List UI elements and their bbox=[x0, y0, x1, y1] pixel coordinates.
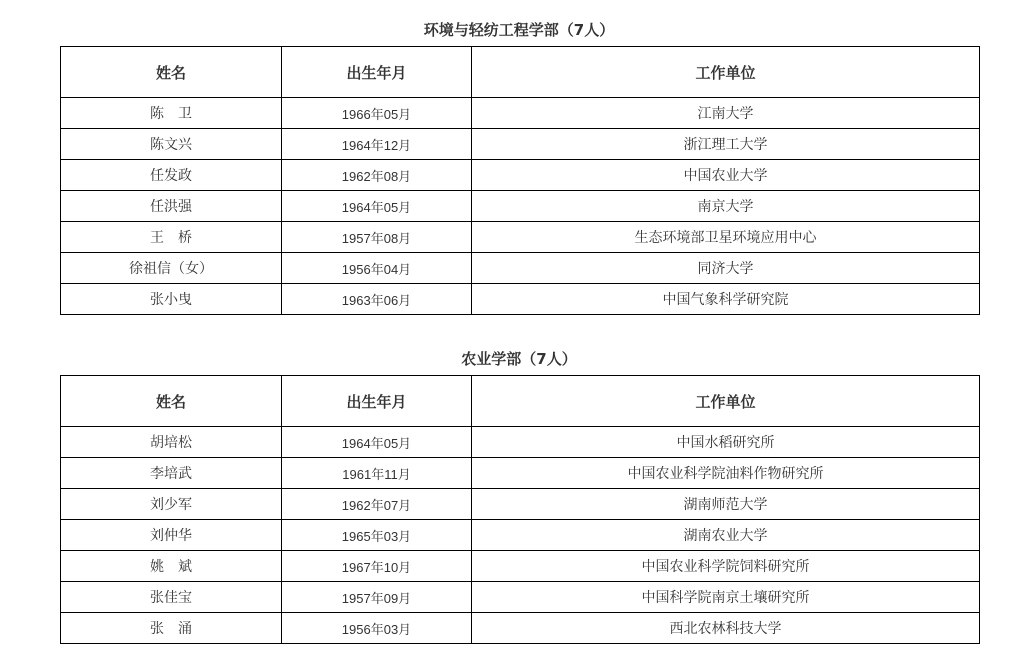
section-title-environment: 环境与轻纺工程学部（7人） bbox=[423, 21, 615, 39]
cell-unit: 湖南农业大学 bbox=[472, 520, 980, 551]
table-row bbox=[61, 427, 980, 458]
cell-unit: 南京大学 bbox=[472, 191, 980, 222]
table-header-row bbox=[61, 47, 980, 98]
cell-birth: 1956年04月 bbox=[282, 253, 472, 284]
cell-name: 徐祖信（女） bbox=[61, 253, 282, 284]
table-row bbox=[61, 551, 980, 582]
table-row bbox=[61, 160, 980, 191]
table-row bbox=[61, 284, 980, 315]
cell-unit: 同济大学 bbox=[472, 253, 980, 284]
roster-table-environment bbox=[60, 46, 980, 315]
cell-unit: 生态环境部卫星环境应用中心 bbox=[472, 222, 980, 253]
header-unit: 工作单位 bbox=[472, 376, 980, 427]
cell-name: 胡培松 bbox=[61, 427, 282, 458]
cell-birth: 1957年09月 bbox=[282, 582, 472, 613]
cell-birth: 1962年07月 bbox=[282, 489, 472, 520]
cell-unit: 江南大学 bbox=[472, 98, 980, 129]
cell-name: 王 桥 bbox=[61, 222, 282, 253]
cell-name: 姚 斌 bbox=[61, 551, 282, 582]
cell-birth: 1966年05月 bbox=[282, 98, 472, 129]
header-name: 姓名 bbox=[61, 47, 282, 98]
header-birth: 出生年月 bbox=[282, 47, 472, 98]
cell-name: 张小曳 bbox=[61, 284, 282, 315]
cell-name: 刘少军 bbox=[61, 489, 282, 520]
cell-unit: 中国农业科学院油料作物研究所 bbox=[472, 458, 980, 489]
table-row bbox=[61, 222, 980, 253]
table-row bbox=[61, 191, 980, 222]
cell-unit: 湖南师范大学 bbox=[472, 489, 980, 520]
cell-unit: 西北农林科技大学 bbox=[472, 613, 980, 644]
table-row bbox=[61, 253, 980, 284]
cell-birth: 1964年05月 bbox=[282, 191, 472, 222]
cell-name: 张佳宝 bbox=[61, 582, 282, 613]
cell-name: 任发政 bbox=[61, 160, 282, 191]
table-row bbox=[61, 582, 980, 613]
header-birth: 出生年月 bbox=[282, 376, 472, 427]
header-name: 姓名 bbox=[61, 376, 282, 427]
cell-birth: 1964年05月 bbox=[282, 427, 472, 458]
cell-birth: 1957年08月 bbox=[282, 222, 472, 253]
table-header-row bbox=[61, 376, 980, 427]
table-row bbox=[61, 98, 980, 129]
table-row bbox=[61, 613, 980, 644]
roster-table-agriculture bbox=[60, 375, 980, 644]
cell-unit: 中国农业大学 bbox=[472, 160, 980, 191]
cell-unit: 中国科学院南京土壤研究所 bbox=[472, 582, 980, 613]
cell-name: 刘仲华 bbox=[61, 520, 282, 551]
cell-birth: 1964年12月 bbox=[282, 129, 472, 160]
cell-unit: 中国农业科学院饲料研究所 bbox=[472, 551, 980, 582]
cell-birth: 1961年11月 bbox=[282, 458, 472, 489]
cell-name: 陈 卫 bbox=[61, 98, 282, 129]
cell-unit: 中国水稻研究所 bbox=[472, 427, 980, 458]
header-unit: 工作单位 bbox=[472, 47, 980, 98]
table-row bbox=[61, 129, 980, 160]
cell-name: 任洪强 bbox=[61, 191, 282, 222]
cell-birth: 1962年08月 bbox=[282, 160, 472, 191]
cell-name: 张 涌 bbox=[61, 613, 282, 644]
cell-birth: 1967年10月 bbox=[282, 551, 472, 582]
cell-unit: 浙江理工大学 bbox=[472, 129, 980, 160]
section-title-agriculture: 农业学部（7人） bbox=[461, 350, 577, 368]
table-row bbox=[61, 520, 980, 551]
cell-birth: 1956年03月 bbox=[282, 613, 472, 644]
table-row bbox=[61, 489, 980, 520]
table-row bbox=[61, 458, 980, 489]
cell-birth: 1965年03月 bbox=[282, 520, 472, 551]
cell-name: 李培武 bbox=[61, 458, 282, 489]
cell-unit: 中国气象科学研究院 bbox=[472, 284, 980, 315]
cell-birth: 1963年06月 bbox=[282, 284, 472, 315]
cell-name: 陈文兴 bbox=[61, 129, 282, 160]
